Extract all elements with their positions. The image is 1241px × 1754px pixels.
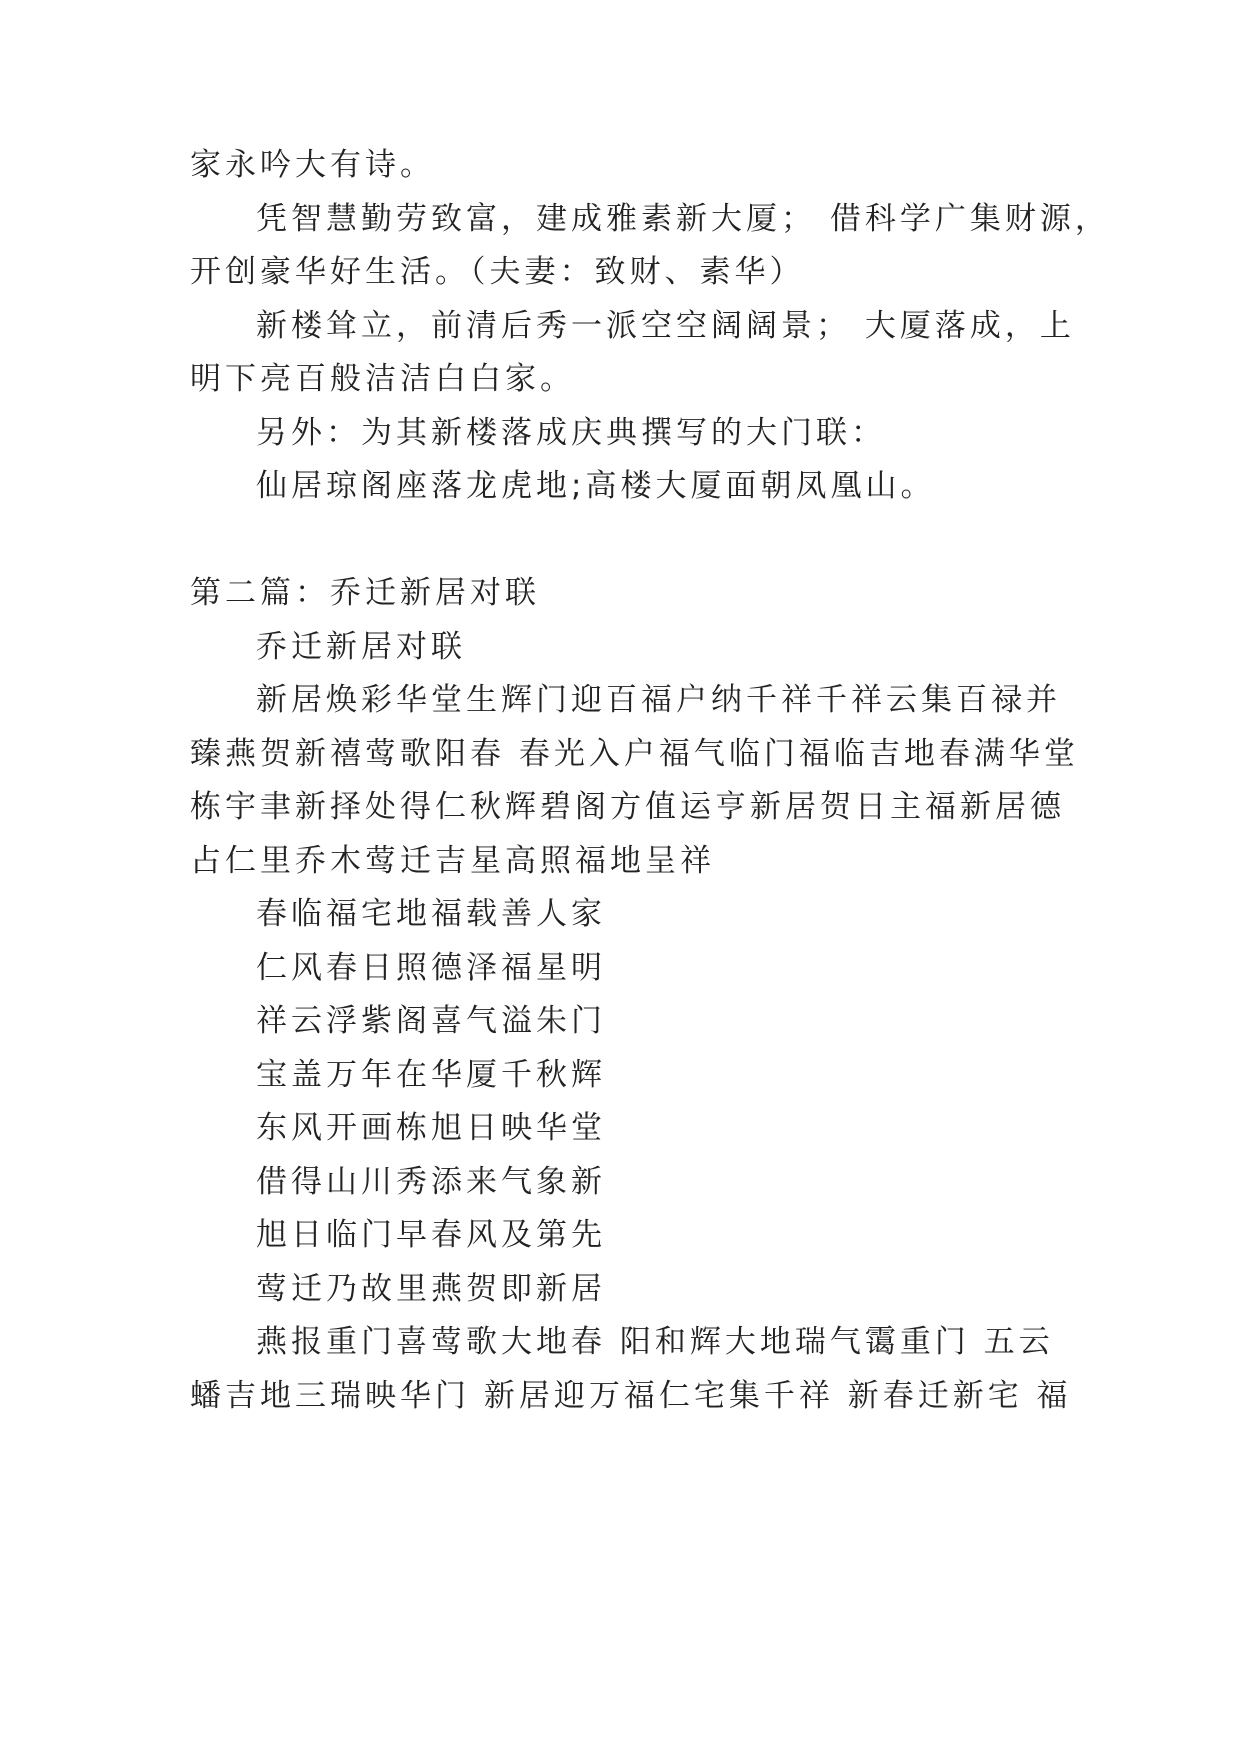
- text-line: 乔迁新居对联: [256, 629, 466, 665]
- text-line: 新楼耸立，前清后秀一派空空阔阔景； 大厦落成，上: [256, 308, 1075, 344]
- text-line: 春临福宅地福载善人家: [256, 896, 606, 932]
- text-line: 家永吟大有诗。: [190, 147, 435, 183]
- text-line: 新居焕彩华堂生辉门迎百福户纳千祥千祥云集百禄并: [256, 682, 1061, 718]
- text-line: 祥云浮紫阁喜气溢朱门: [256, 1003, 606, 1039]
- section-heading: 第二篇：乔迁新居对联: [190, 575, 540, 611]
- text-line: 仙居琼阁座落龙虎地;高楼大厦面朝凤凰山。: [256, 468, 936, 504]
- text-line: 明下亮百般洁洁白白家。: [190, 361, 575, 397]
- text-line: 开创豪华好生活。（夫妻：致财、素华）: [190, 254, 805, 290]
- text-line: 栋宇聿新择处得仁秋辉碧阁方值运亨新居贺日主福新居德: [190, 789, 1065, 825]
- text-line: 东风开画栋旭日映华堂: [256, 1110, 606, 1146]
- text-line: 借得山川秀添来气象新: [256, 1164, 606, 1200]
- text-line: 臻燕贺新禧莺歌阳春 春光入户福气临门福临吉地春满华堂: [190, 736, 1079, 772]
- text-line: 燕报重门喜莺歌大地春 阳和辉大地瑞气霭重门 五云: [256, 1324, 1054, 1360]
- text-line: 凭智慧勤劳致富，建成雅素新大厦； 借科学广集财源，: [256, 201, 1110, 237]
- text-line: 宝盖万年在华厦千秋辉: [256, 1057, 606, 1093]
- text-line: 占仁里乔木莺迁吉星高照福地呈祥: [190, 843, 715, 879]
- text-line: 旭日临门早春风及第先: [256, 1217, 606, 1253]
- text-line: 莺迁乃故里燕贺即新居: [256, 1271, 606, 1307]
- text-line: 仁风春日照德泽福星明: [256, 950, 606, 986]
- text-line: 蟠吉地三瑞映华门 新居迎万福仁宅集千祥 新春迁新宅 福: [190, 1378, 1072, 1414]
- text-line: 另外：为其新楼落成庆典撰写的大门联：: [256, 415, 886, 451]
